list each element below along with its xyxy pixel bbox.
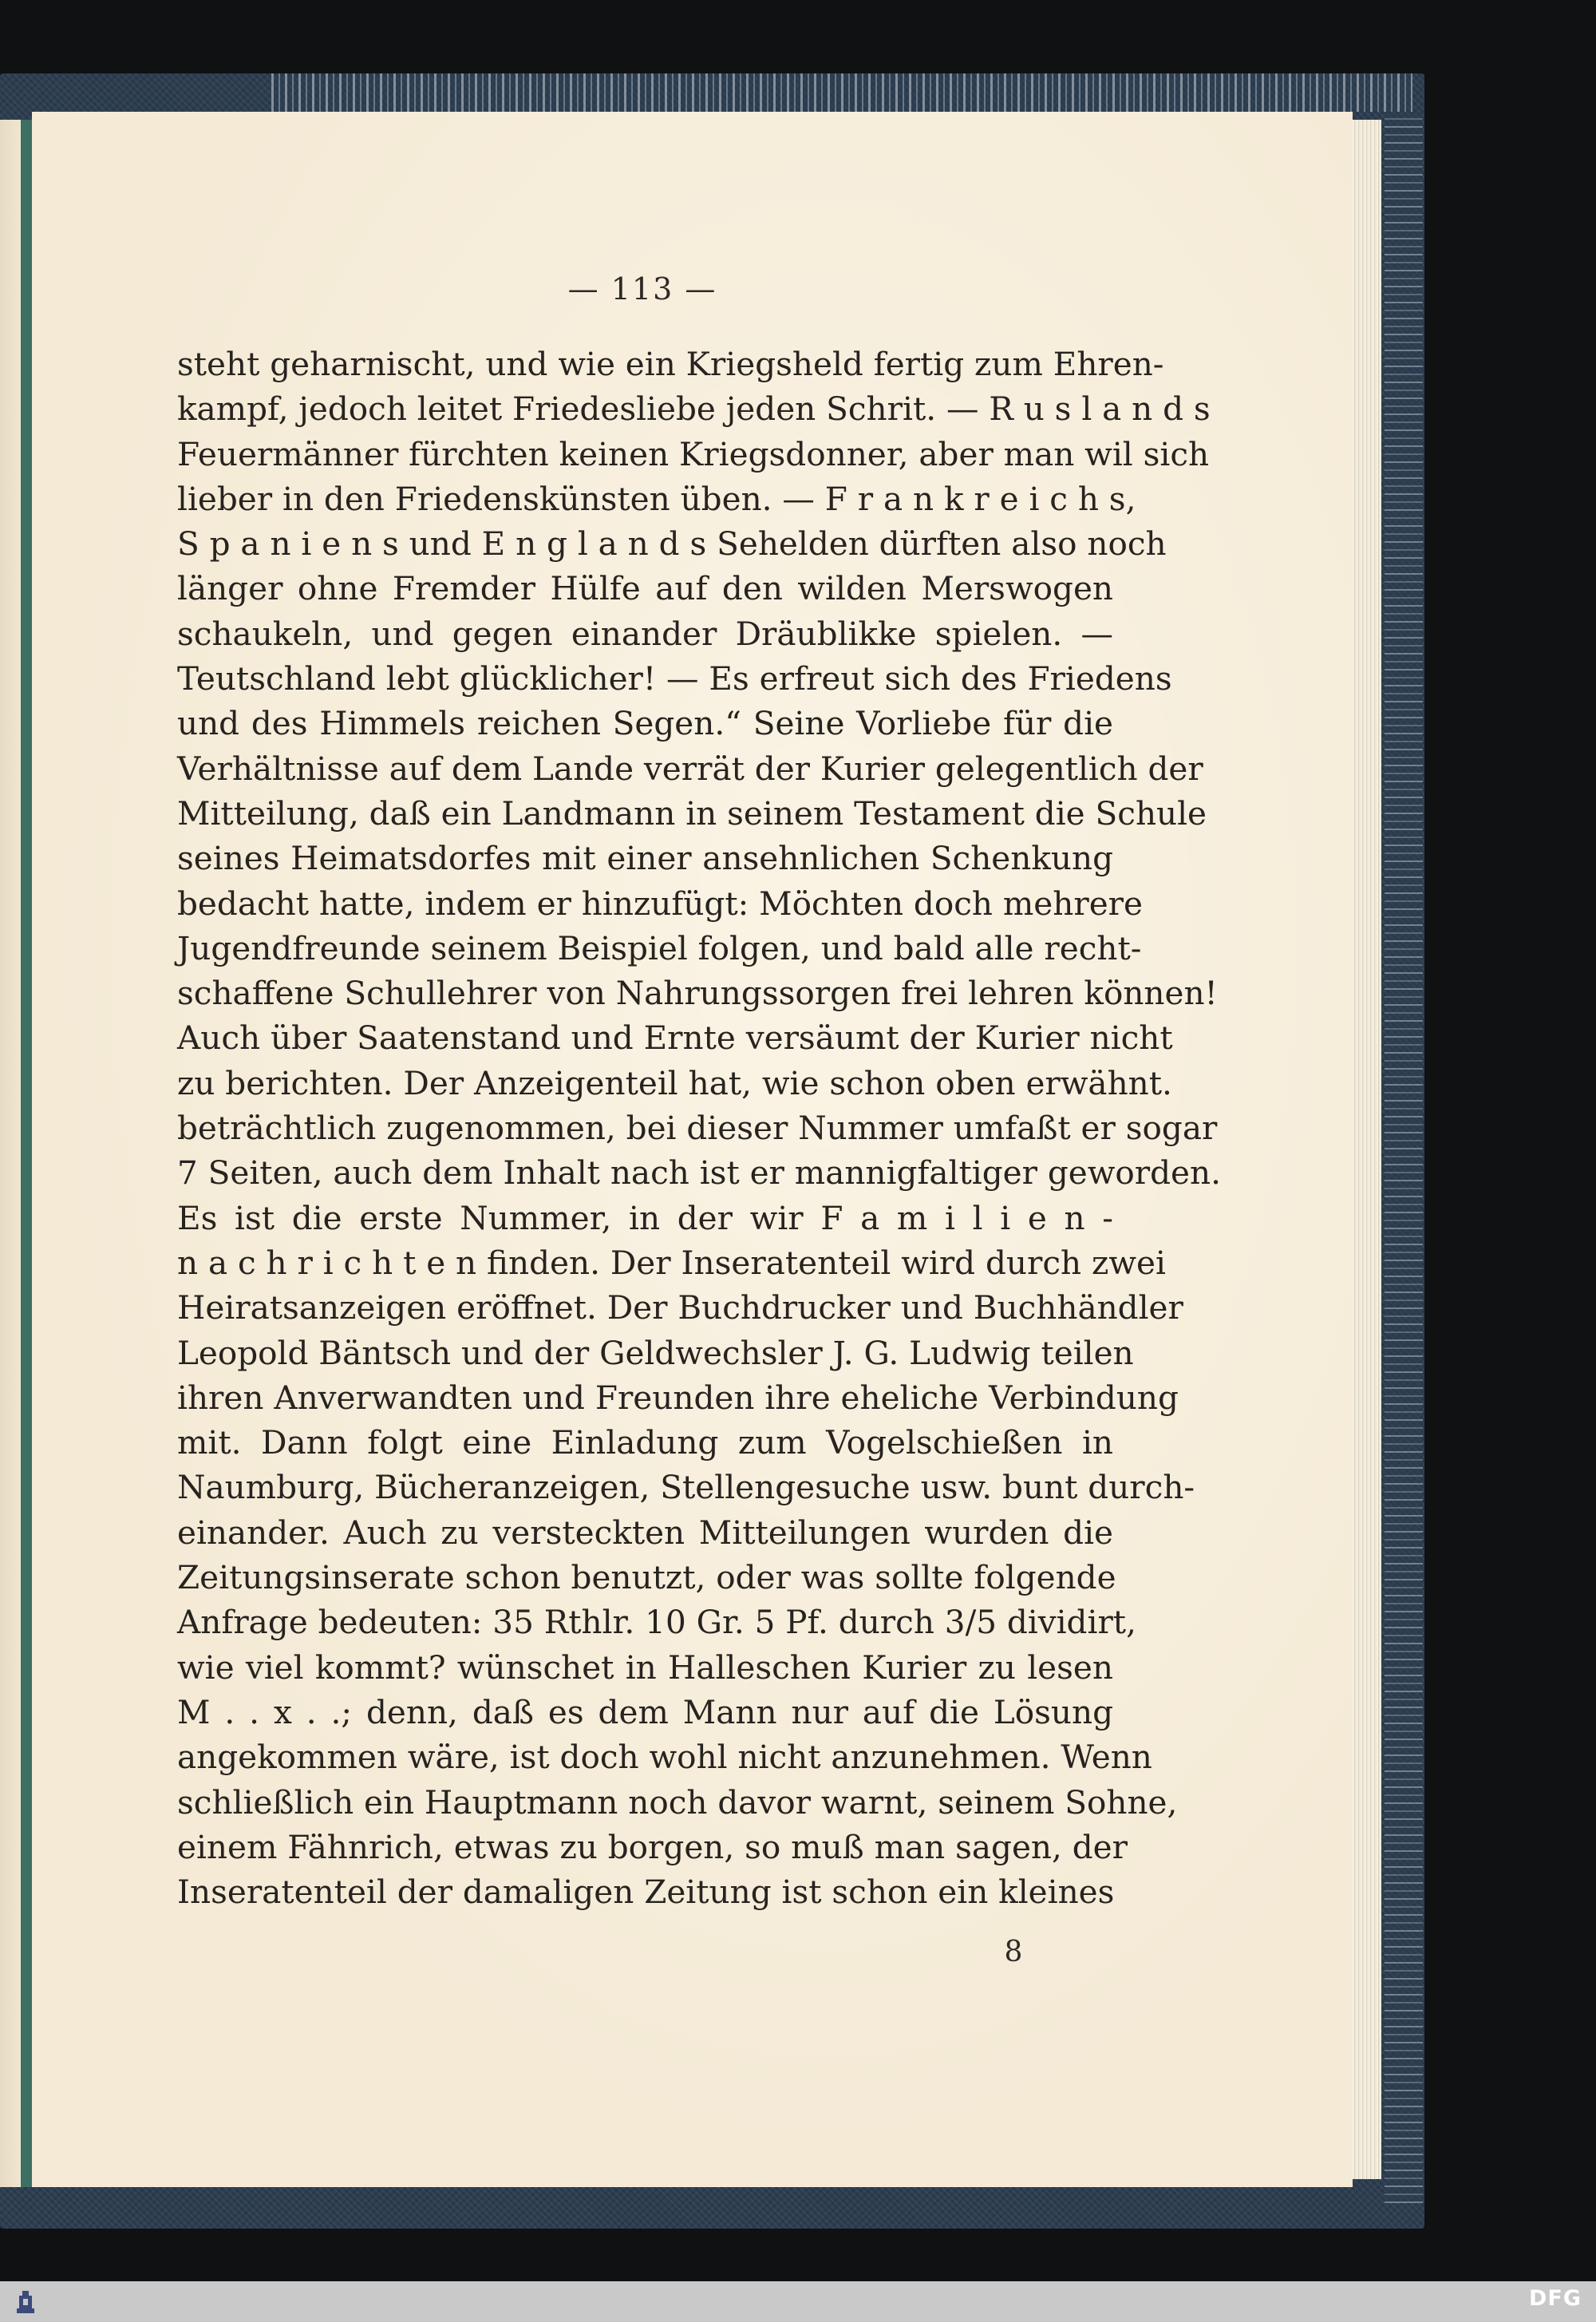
text-line: mit. Dann folgt eine Einladung zum Vogelschießen in: [177, 1423, 1113, 1462]
text-line: kampf, jedoch leitet Friedesliebe jeden Schrit. — R u s l a n d s: [177, 390, 1211, 429]
text-line: S p a n i e n s und E n g l a n d s Sehelden dürften also noch: [177, 524, 1167, 564]
signature-mark: 8: [1004, 1936, 1023, 1968]
text-line: einander. Auch zu versteckten Mitteilungen wurden die: [177, 1513, 1113, 1552]
text-line: M . . x . .; denn, daß es dem Mann nur auf die Lösung: [177, 1692, 1113, 1731]
text-line: Naumburg, Bücheranzeigen, Stellengesuche usw. bunt durch-: [177, 1468, 1195, 1507]
text-line: beträchtlich zugenommen, bei dieser Nummer umfaßt er sogar: [177, 1109, 1218, 1148]
text-line: bedacht hatte, indem er hinzufügt: Möchten doch mehrere: [177, 884, 1143, 923]
viewer-footer-bar: [0, 2281, 1596, 2322]
text-line: Zeitungsinserate schon benutzt, oder was sollte folgende: [177, 1558, 1116, 1597]
text-line: Jugendfreunde seinem Beispiel folgen, und bald alle recht-: [177, 928, 1142, 967]
left-page-edge: [0, 120, 21, 2187]
text-line: Heiratsanzeigen eröffnet. Der Buchdrucker und Buchhändler: [177, 1288, 1183, 1327]
text-line: steht geharnischt, und wie ein Kriegsheld fertig zum Ehren-: [177, 345, 1164, 383]
text-line: länger ohne Fremder Hülfe auf den wilden Merswogen: [177, 569, 1113, 608]
text-line: schließlich ein Hauptmann noch davor warnt, seinem Sohne,: [177, 1782, 1178, 1822]
text-line: 7 Seiten, auch dem Inhalt nach ist er mannigfaltiger geworden.: [177, 1153, 1221, 1193]
text-line: Anfrage bedeuten: 35 Rthlr. 10 Gr. 5 Pf. durch 3/5 dividirt,: [177, 1603, 1136, 1642]
binding-edge-right: [1385, 112, 1423, 2203]
text-line: Verhältnisse auf dem Lande verrät der Kurier gelegentlich der: [177, 749, 1203, 788]
page-number: — 113 —: [567, 271, 717, 307]
text-line: ihren Anverwandten und Freunden ihre eheliche Verbindung: [177, 1378, 1179, 1417]
text-line: Auch über Saatenstand und Ernte versäumt der Kurier nicht: [177, 1019, 1173, 1058]
text-line: schaffene Schullehrer von Nahrungssorgen frei lehren können!: [177, 974, 1218, 1013]
body-text: [177, 342, 1221, 1914]
text-line: lieber in den Friedenskünsten üben. — F r a n k r e i c h s,: [177, 479, 1136, 518]
text-line: schaukeln, und gegen einander Dräublikke spielen. —: [177, 614, 1113, 653]
text-line: wie viel kommt? wünschet in Halleschen Kurier zu lesen: [177, 1648, 1113, 1687]
text-line: Leopold Bäntsch und der Geldwechsler J. G. Ludwig teilen: [177, 1333, 1134, 1372]
left-spine-strip: [21, 120, 32, 2187]
text-line: einem Fähnrich, etwas zu borgen, so muß man sagen, der: [177, 1827, 1128, 1866]
page-stack-edges: [1353, 120, 1381, 2179]
library-logo-icon[interactable]: [8, 2288, 43, 2318]
text-line: Es ist die erste Nummer, in der wir F a m i l i e n -: [177, 1198, 1113, 1237]
text-line: Mitteilung, daß ein Landmann in seinem Testament die Schule: [177, 793, 1207, 833]
text-line: Feuermänner fürchten keinen Kriegsdonner, aber man wil sich: [177, 434, 1210, 473]
binding-edge-top: [271, 73, 1412, 112]
text-line: zu berichten. Der Anzeigenteil hat, wie schon oben erwähnt.: [177, 1063, 1172, 1102]
text-line: und des Himmels reichen Segen.“ Seine Vorliebe für die: [177, 704, 1113, 743]
text-line: n a c h r i c h t e n finden. Der Inseratenteil wird durch zwei: [177, 1243, 1166, 1282]
text-line: Teutschland lebt glücklicher! — Es erfreut sich des Friedens: [177, 659, 1172, 698]
dfg-logo[interactable]: DFG: [1528, 2286, 1582, 2311]
text-line: seines Heimatsdorfes mit einer ansehnlichen Schenkung: [177, 839, 1113, 878]
text-line: angekommen wäre, ist doch wohl nicht anzunehmen. Wenn: [177, 1738, 1152, 1777]
text-line: Inseratenteil der damaligen Zeitung ist schon ein kleines: [177, 1873, 1115, 1912]
